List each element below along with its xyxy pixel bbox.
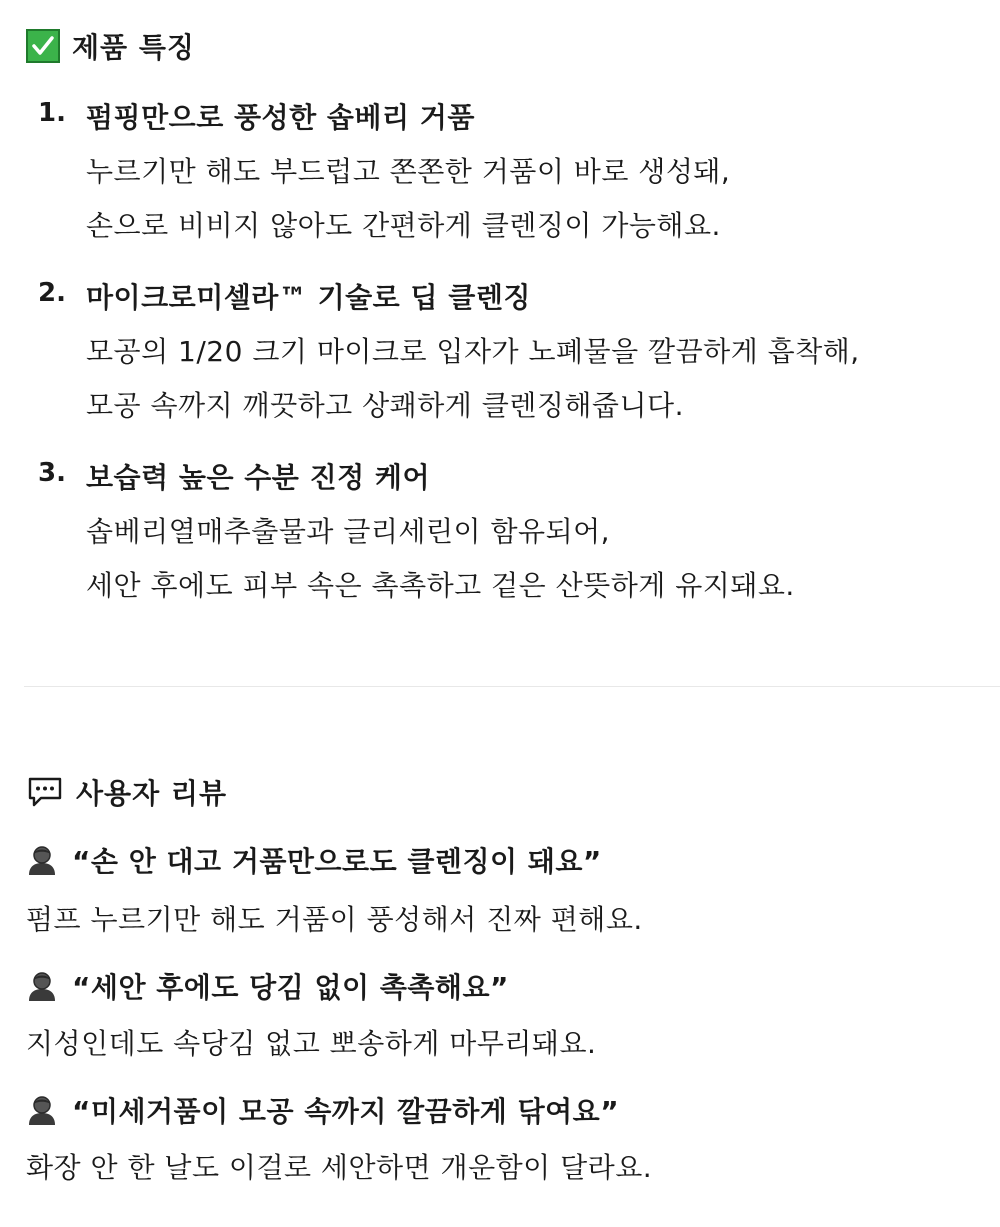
feature-number: 1.: [38, 98, 66, 128]
review-body: 화장 안 한 날도 이걸로 세안하면 개운함이 달라요.: [26, 1151, 653, 1184]
person-icon: [26, 844, 58, 876]
features-heading-title: 제품 특징: [72, 31, 195, 64]
feature-description-line: 모공 속까지 깨끗하고 상쾌하게 클렌징해줍니다.: [86, 389, 684, 422]
feature-number: 3.: [38, 458, 66, 488]
review-header: [26, 1090, 619, 1130]
features-heading: [26, 26, 195, 66]
review-header: [26, 840, 602, 880]
review-quote: “미세거품이 모공 속까지 깔끔하게 닦여요”: [72, 1095, 620, 1128]
feature-number: 2.: [38, 278, 66, 308]
feature-description-line: 누르기만 해도 부드럽고 쫀쫀한 거품이 바로 생성돼,: [86, 155, 731, 188]
review-body: 지성인데도 속당김 없고 뽀송하게 마무리돼요.: [26, 1027, 597, 1060]
review-body: 펌프 누르기만 해도 거품이 풍성해서 진짜 편해요.: [26, 903, 643, 936]
feature-description-line: 솝베리열매추출물과 글리세린이 함유되어,: [86, 515, 611, 548]
reviews-heading-title: 사용자 리뷰: [76, 777, 227, 810]
section-divider: [24, 686, 1000, 687]
check-mark-icon: [26, 29, 60, 63]
feature-title: 마이크로미셀라™ 기술로 딥 클렌징: [86, 281, 531, 314]
speech-bubble-icon: [26, 775, 64, 809]
feature-title: 보습력 높은 수분 진정 케어: [86, 461, 431, 494]
feature-description-line: 손으로 비비지 않아도 간편하게 클렌징이 가능해요.: [86, 209, 721, 242]
review-quote: “손 안 대고 거품만으로도 클렌징이 돼요”: [72, 845, 602, 878]
reviews-heading: [26, 772, 227, 812]
feature-title: 펌핑만으로 풍성한 솝베리 거품: [86, 101, 475, 134]
person-icon: [26, 1094, 58, 1126]
review-quote: “세안 후에도 당김 없이 촉촉해요”: [72, 971, 509, 1004]
person-icon: [26, 970, 58, 1002]
review-header: [26, 966, 509, 1006]
feature-description-line: 세안 후에도 피부 속은 촉촉하고 겉은 산뜻하게 유지돼요.: [86, 569, 795, 602]
feature-description-line: 모공의 1/20 크기 마이크로 입자가 노폐물을 깔끔하게 흡착해,: [86, 335, 860, 368]
